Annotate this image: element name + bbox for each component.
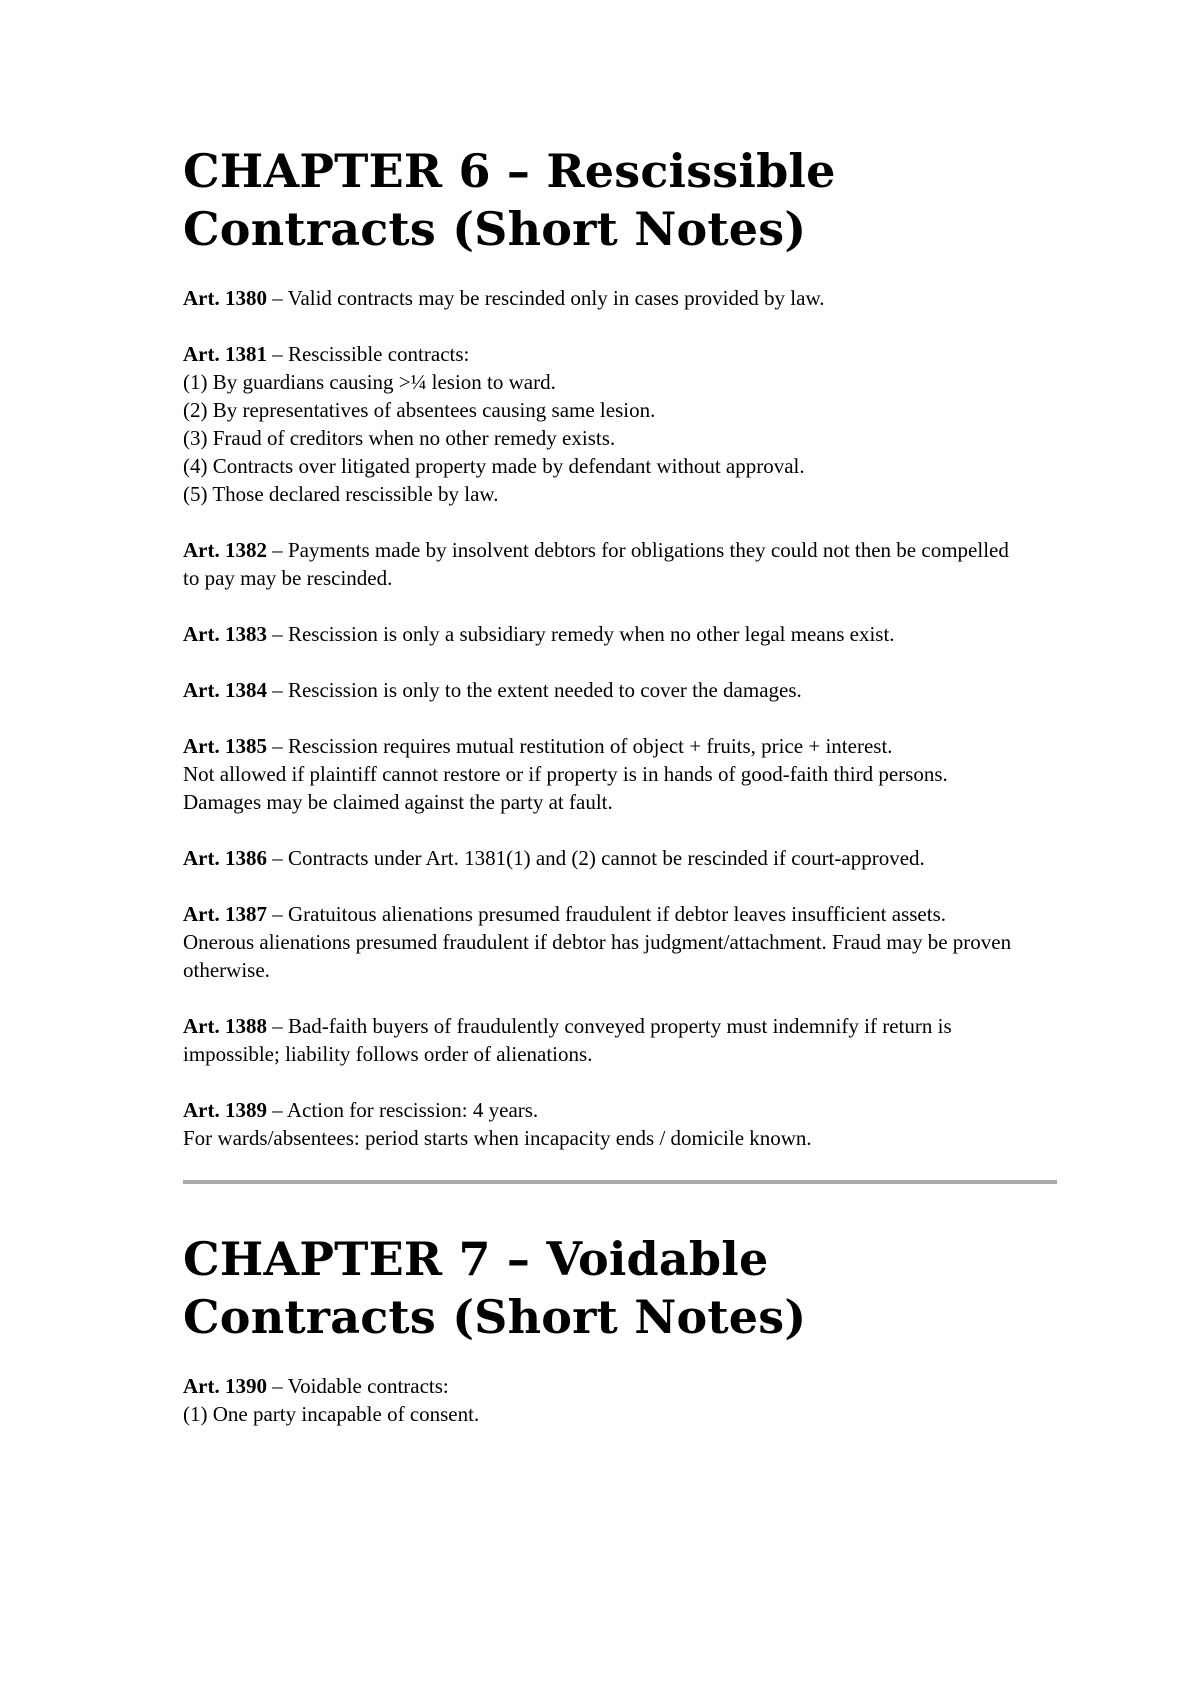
article-text: Voidable contracts: — [287, 1374, 449, 1398]
article-text: Action for rescission: 4 years. — [286, 1098, 539, 1122]
article-paragraph — [183, 620, 1013, 648]
article-paragraph — [183, 900, 1013, 984]
article-separator: – — [266, 1014, 288, 1038]
article-text: (4) Contracts over litigated property made by defendant without approval. — [183, 454, 805, 478]
article-line — [183, 732, 1013, 760]
article-separator: – — [266, 1098, 287, 1122]
article-text: Payments made by insolvent debtors for obligations they could not then be compelled to pay may be rescinded. — [183, 538, 1009, 590]
article-paragraph — [183, 844, 1013, 872]
article-text: Rescissible contracts: — [287, 342, 470, 366]
article-line — [183, 424, 1013, 452]
article-paragraph — [183, 284, 1013, 312]
article-separator: – — [266, 538, 288, 562]
article-text: (1) One party incapable of consent. — [183, 1402, 480, 1426]
article-line — [183, 536, 1013, 592]
article-number: Art. 1380 — [183, 286, 267, 310]
article-number: Art. 1390 — [183, 1374, 267, 1398]
article-line — [183, 368, 1013, 396]
article-text: Valid contracts may be rescinded only in cases provided by law. — [287, 286, 825, 310]
article-line — [183, 452, 1013, 480]
article-text: Gratuitous alienations presumed fraudulent if debtor leaves insufficient assets. — [287, 902, 946, 926]
article-line — [183, 1400, 1013, 1428]
article-paragraph — [183, 732, 1013, 816]
section-divider — [183, 1180, 1057, 1184]
article-separator: – — [266, 678, 288, 702]
article-text: Rescission is only to the extent needed to cover the damages. — [287, 678, 802, 702]
chapter-6-articles — [183, 284, 1063, 1152]
article-line — [183, 1124, 1013, 1152]
article-number: Art. 1387 — [183, 902, 267, 926]
chapter-7-title-line1: CHAPTER 7 – Voidable — [183, 1232, 769, 1286]
article-line — [183, 928, 1013, 984]
article-paragraph — [183, 676, 1013, 704]
chapter-7-title-line2: Contracts (Short Notes) — [183, 1290, 807, 1344]
article-text: (1) By guardians causing >¼ lesion to ward. — [183, 370, 556, 394]
chapter-7-articles — [183, 1372, 1063, 1428]
article-number: Art. 1388 — [183, 1014, 267, 1038]
article-line — [183, 1012, 1013, 1068]
article-text: (5) Those declared rescissible by law. — [183, 482, 499, 506]
article-text: Bad-faith buyers of fraudulently conveyed property must indemnify if return is impossible; liability follows order of alienations. — [183, 1014, 952, 1066]
article-line — [183, 284, 1013, 312]
article-number: Art. 1389 — [183, 1098, 267, 1122]
chapter-6-title-line1: CHAPTER 6 – Rescissible — [183, 144, 836, 198]
article-line — [183, 676, 1013, 704]
article-text: Rescission requires mutual restitution of object + fruits, price + interest. — [287, 734, 893, 758]
chapter-6-title-line2: Contracts (Short Notes) — [183, 202, 807, 256]
article-line — [183, 340, 1013, 368]
article-line — [183, 1372, 1013, 1400]
article-number: Art. 1386 — [183, 846, 267, 870]
article-line — [183, 1096, 1013, 1124]
article-separator: – — [266, 1374, 288, 1398]
article-paragraph — [183, 536, 1013, 592]
article-text: Onerous alienations presumed fraudulent if debtor has judgment/attachment. Fraud may be proven otherwise. — [183, 930, 1012, 982]
article-number: Art. 1385 — [183, 734, 267, 758]
article-text: Contracts under Art. 1381(1) and (2) cannot be rescinded if court-approved. — [287, 846, 925, 870]
article-paragraph — [183, 1096, 1013, 1152]
article-line — [183, 480, 1013, 508]
chapter-7-title — [183, 1230, 1063, 1346]
article-number: Art. 1384 — [183, 678, 267, 702]
chapter-6-title — [183, 142, 1063, 258]
article-text: For wards/absentees: period starts when incapacity ends / domicile known. — [183, 1126, 812, 1150]
article-line — [183, 844, 1013, 872]
article-text: Not allowed if plaintiff cannot restore or if property is in hands of good-faith third persons. — [183, 762, 948, 786]
article-paragraph — [183, 340, 1013, 508]
article-text: Rescission is only a subsidiary remedy when no other legal means exist. — [287, 622, 895, 646]
document-page — [183, 142, 1063, 1456]
article-text: Damages may be claimed against the party at fault. — [183, 790, 613, 814]
article-separator: – — [266, 846, 288, 870]
article-separator: – — [266, 342, 288, 366]
article-text: (2) By representatives of absentees causing same lesion. — [183, 398, 656, 422]
article-paragraph — [183, 1372, 1013, 1428]
article-separator: – — [266, 902, 288, 926]
article-separator: – — [266, 734, 288, 758]
article-number: Art. 1381 — [183, 342, 267, 366]
article-line — [183, 396, 1013, 424]
article-line — [183, 760, 1013, 788]
article-separator: – — [266, 286, 288, 310]
article-line — [183, 620, 1013, 648]
article-line — [183, 788, 1013, 816]
article-number: Art. 1383 — [183, 622, 267, 646]
article-paragraph — [183, 1012, 1013, 1068]
article-line — [183, 900, 1013, 928]
article-number: Art. 1382 — [183, 538, 267, 562]
article-separator: – — [266, 622, 288, 646]
article-text: (3) Fraud of creditors when no other remedy exists. — [183, 426, 616, 450]
